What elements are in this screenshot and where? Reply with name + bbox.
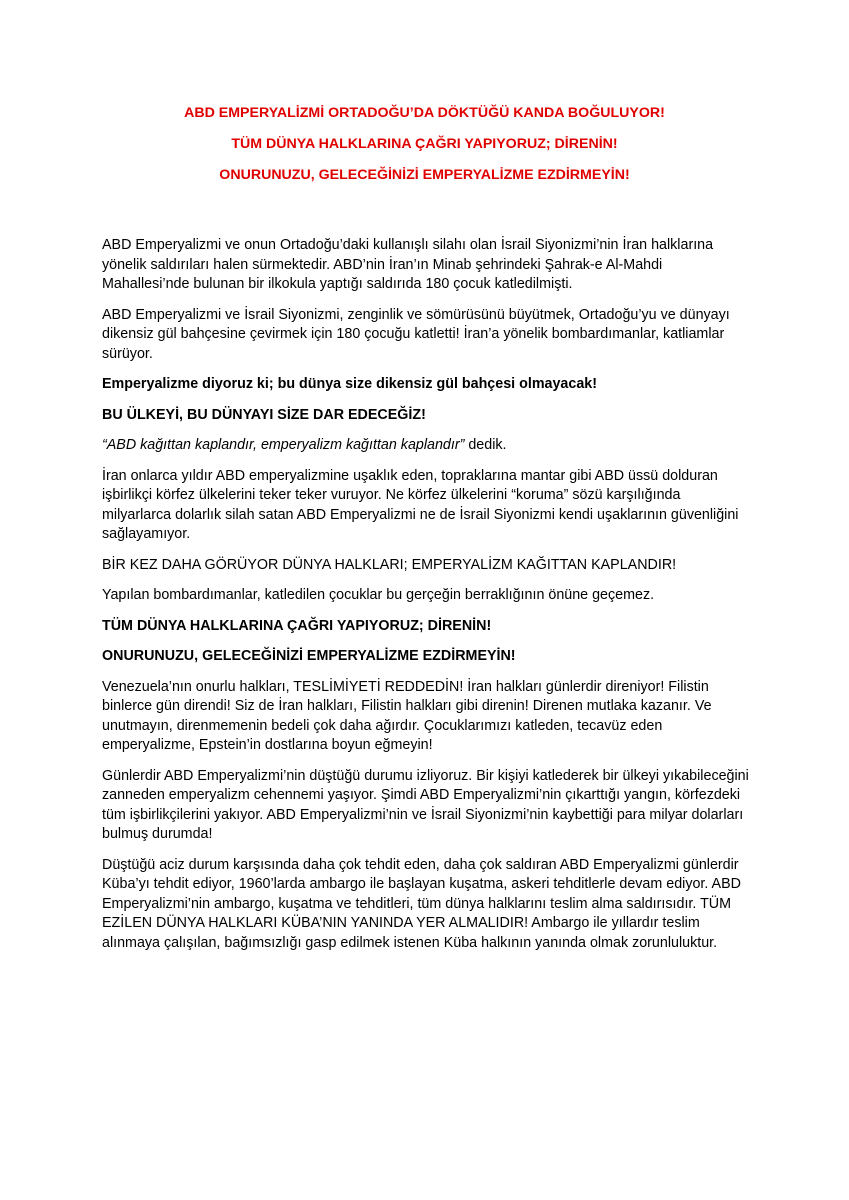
paragraph-venezuela: Venezuela’nın onurlu halkları, TESLİMİYETİ REDDEDİN! İran halkları günlerdir direniyor! Filistin binlerce gün direndi! Siz de İran halkları, Filistin halkları gibi direnin! Direnen mutlaka kazanır. Ve unutmayın, direnmemenin bedeli çok daha ağırdır. Çocuklarımızı katleden, tecavüz eden emperyalizme, Epstein’in dostlarına boyun eğmeyin! — [102, 678, 712, 753]
paragraph-paper-tiger: BİR KEZ DAHA GÖRÜYOR DÜNYA HALKLARI; EMPERYALİZM KAĞITTAN KAPLANDIR! — [102, 556, 677, 573]
main-heading: ABD EMPERYALİZMİ ORTADOĞU’DA DÖKTÜĞÜ KANDA BOĞULUYOR! — [184, 105, 665, 121]
sub-heading-honor: ONURUNUZU, GELECEĞİNİZİ EMPERYALİZME EZDİRMEYİN! — [219, 167, 630, 183]
paragraph-gulf: İran onlarca yıldır ABD emperyalizmine uşaklık eden, topraklarına mantar gibi ABD üssü dolduran işbirlikçi körfez ülkelerini teker teker vuruyor. Ne körfez ülkelerini “koruma” sözü karşılığında milyarlarca dolarlık silah satan ABD Emperyalizmi ne de İsrail Siyonizmi kendi uşaklarının güvenliğini sağlayamıyor. — [102, 467, 739, 542]
paragraph-truth: Yapılan bombardımanlar, katledilen çocuklar bu gerçeğin berraklığının önüne geçemez. — [102, 587, 655, 603]
paragraph-call-bold: TÜM DÜNYA HALKLARINA ÇAĞRI YAPIYORUZ; DİRENİN! — [102, 617, 492, 634]
document-body — [102, 236, 752, 964]
paragraph-intro: ABD Emperyalizmi ve onun Ortadoğu’daki kullanışlı silahı olan İsrail Siyonizmi’nin İran halklarına yönelik saldırıları halen sürmektedir. ABD’nin İran’ın Minab şehrindeki Şahrak-e Al-Mahdi Mahallesi’nde bulunan bir ilkokula yaptığı saldırıda 180 çocuk katledilmişti. — [102, 237, 714, 292]
sub-heading-call: TÜM DÜNYA HALKLARINA ÇAĞRI YAPIYORUZ; DİRENİN! — [231, 136, 618, 152]
paragraph-slogan-bold: BU ÜLKEYİ, BU DÜNYAYI SİZE DAR EDECEĞİZ! — [102, 406, 426, 423]
paragraph-statement-bold: Emperyalizme diyoruz ki; bu dünya size dikensiz gül bahçesi olmayacak! — [102, 376, 597, 392]
heading-block — [100, 104, 749, 197]
paragraph-quote — [102, 436, 752, 456]
quote-suffix: dedik. — [464, 437, 507, 453]
paragraph-cuba: Düştüğü aciz durum karşısında daha çok tehdit eden, daha çok saldıran ABD Emperyalizmi günlerdir Küba’yı tehdit ediyor, 1960’larda ambargo ile başlayan kuşatma, askeri tehditlerle devam ediyor. ABD Emperyalizmi’nin ambargo, kuşatma ve tehditleri, tüm dünya halklarını teslim alma saldırısıdır. TÜM EZİLEN DÜNYA HALKLARI KÜBA’NIN YANINDA YER ALMALIDIR! Ambargo ile yıllardır teslim alınmaya çalışılan, bağımsızlığı gasp edilmek istenen Küba halkının yanında olmak zorunluluktur. — [102, 856, 741, 951]
paragraph-honor-bold: ONURUNUZU, GELECEĞİNİZİ EMPERYALİZME EZDİRMEYİN! — [102, 648, 516, 664]
quote-italic: “ABD kağıttan kaplandır, emperyalizm kağıttan kaplandır” — [102, 437, 465, 453]
paragraph-massacre: ABD Emperyalizmi ve İsrail Siyonizmi, zenginlik ve sömürüsünü büyütmek, Ortadoğu’yu ve dünyayı dikensiz gül bahçesine çevirmek için 180 çocuğu katletti! İran’a yönelik bombardımanlar, katliamlar sürüyor. — [102, 306, 730, 362]
paragraph-observation: Günlerdir ABD Emperyalizmi’nin düştüğü durumu izliyoruz. Bir kişiyi katlederek bir ülkeyi yıkabileceğini zanneden emperyalizm cehennemi yaşıyor. Şimdi ABD Emperyalizmi’nin çıkarttığı yangın, körfezdeki tüm işbirlikçilerini yakıyor. ABD Emperyalizmi’nin ve İsrail Siyonizmi’nin kaybettiği para milyar dolarları bulmuş durumda! — [102, 767, 749, 842]
